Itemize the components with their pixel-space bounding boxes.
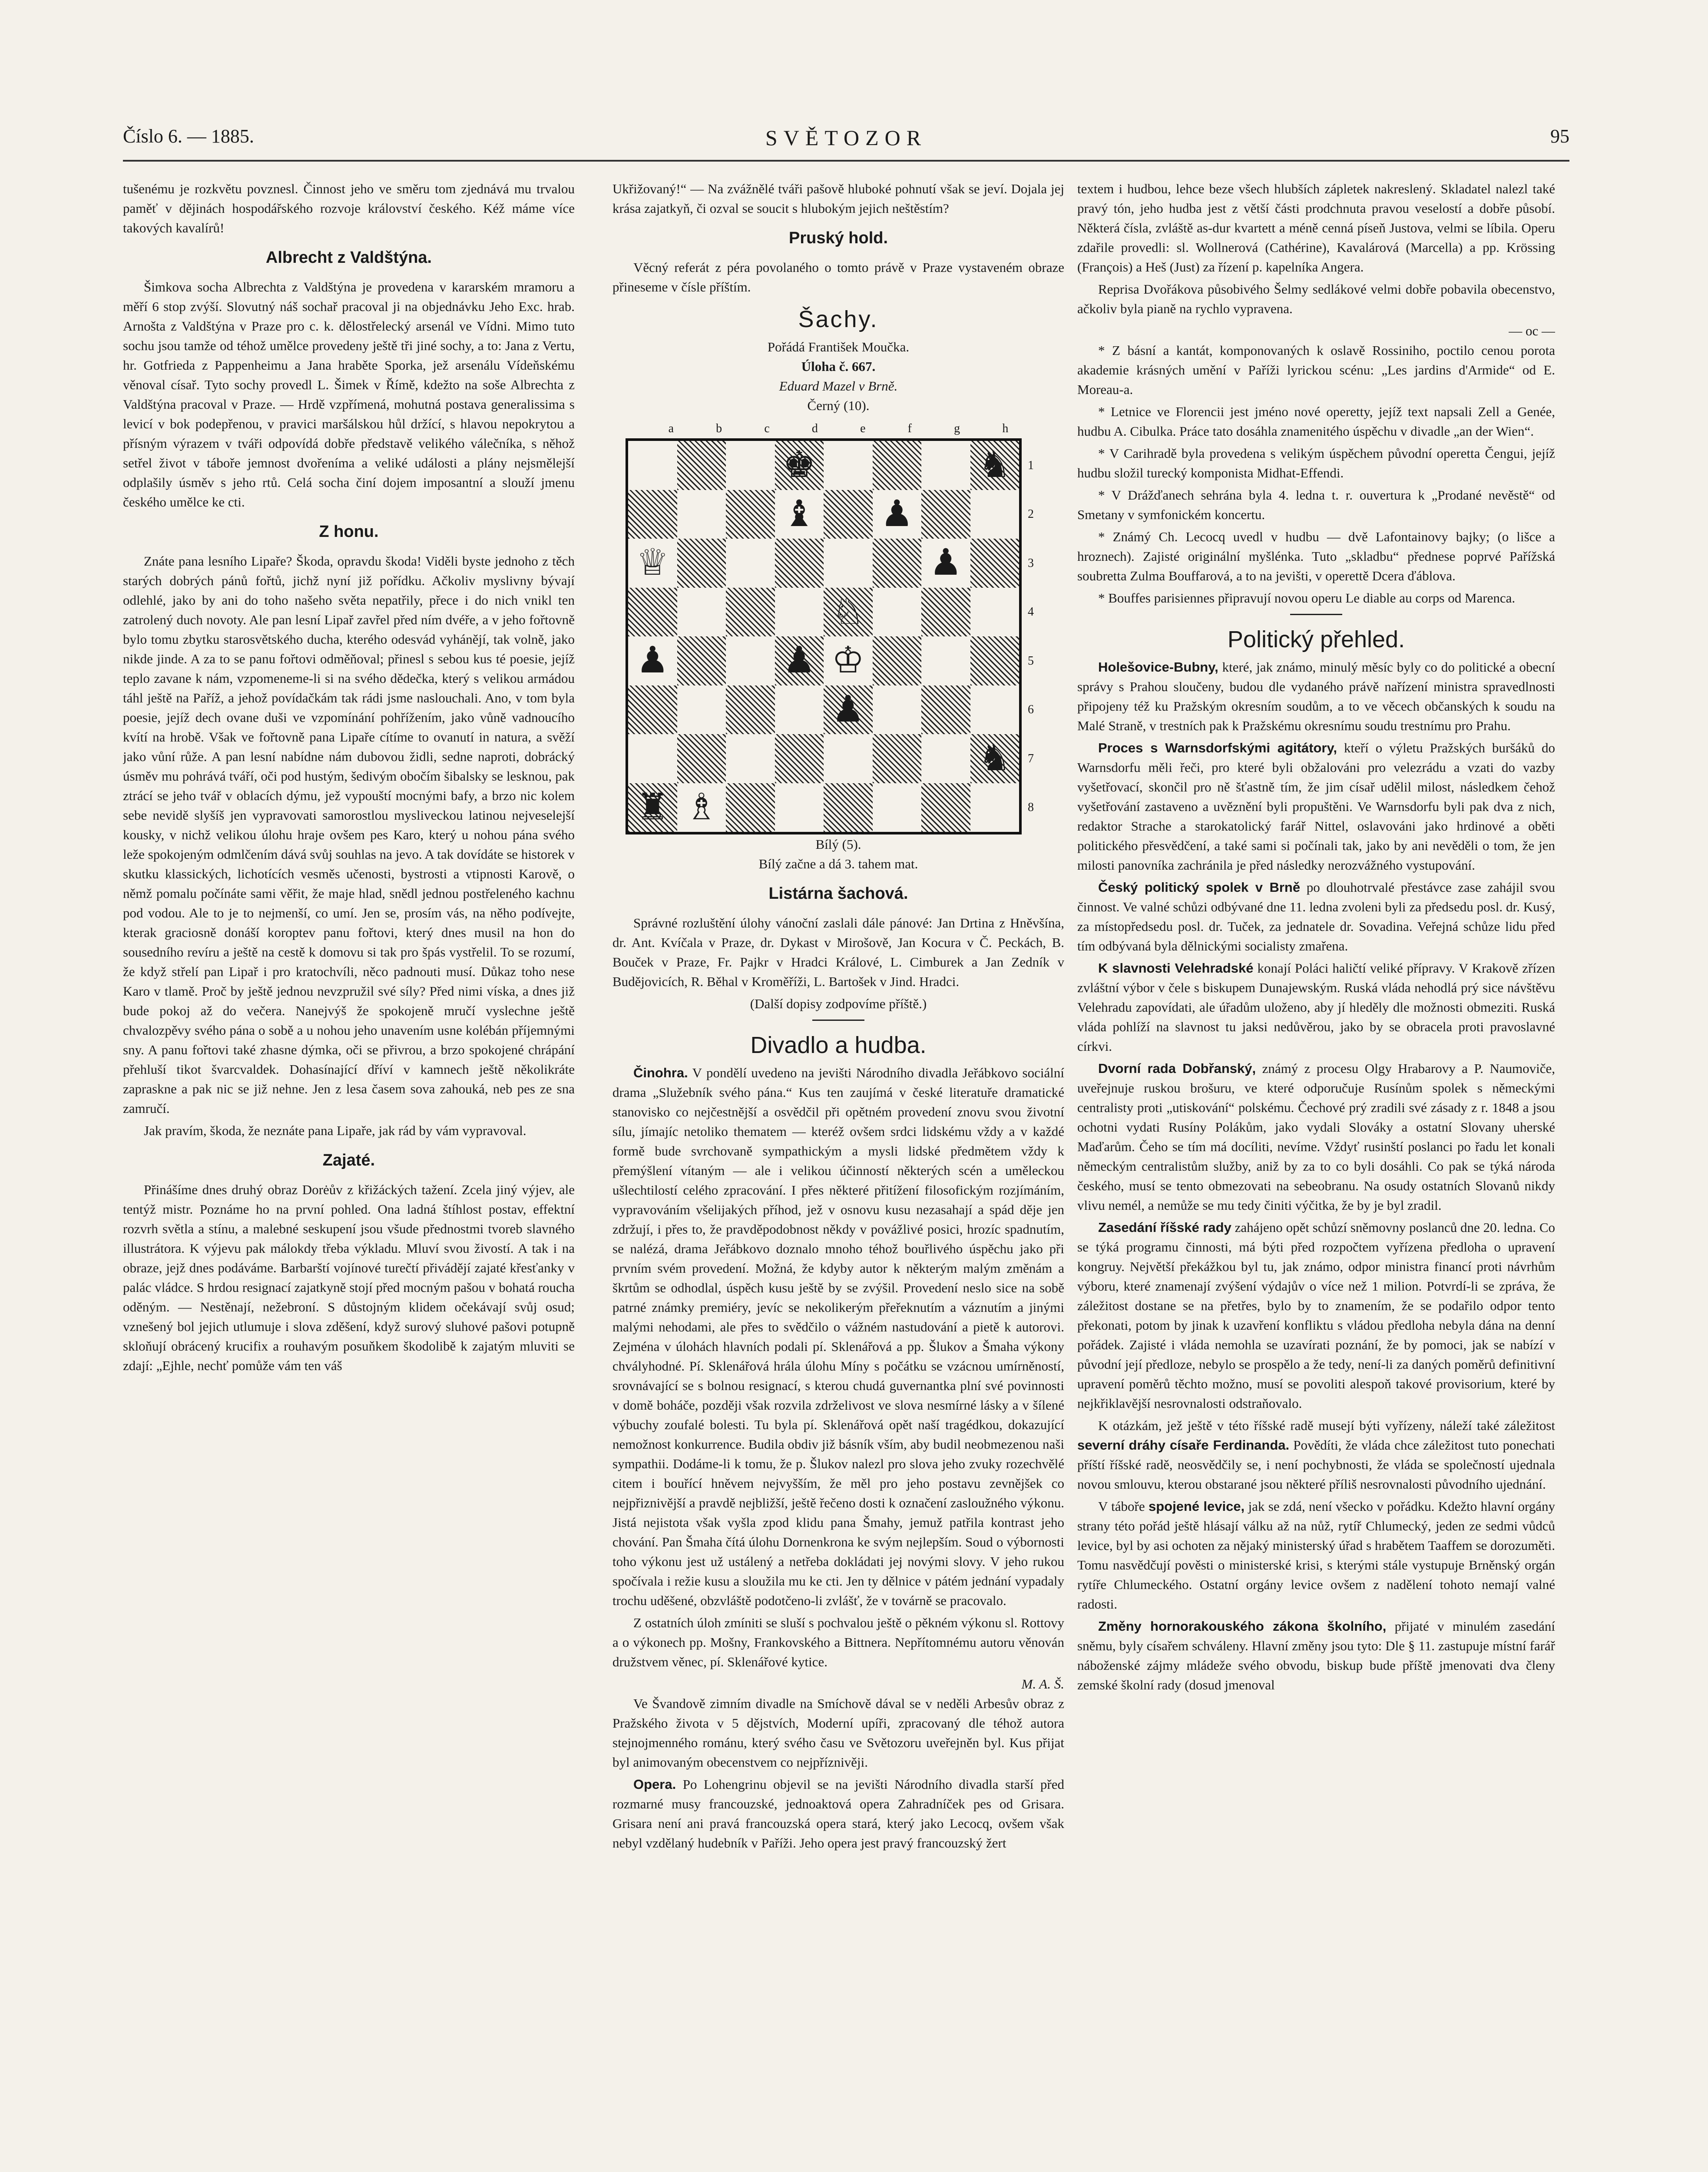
square-c5 — [726, 636, 775, 685]
news-drahy-intro: K otázkám, jež ještě v této říšské radě musejí býti vyřízeny, náleží také záležitost — [1098, 1418, 1555, 1433]
square-f1 — [873, 441, 922, 490]
square-a1 — [628, 441, 677, 490]
heading-prusky-hold: Pruský hold. — [788, 229, 888, 247]
column-3 — [1077, 179, 1555, 2172]
file-label-c: c — [764, 422, 770, 435]
chess-board — [626, 438, 1022, 834]
heading-listarna: Listárna šachová. — [768, 884, 908, 903]
news-risska-rada: zahájeno opět schůzí sněmovny poslanců dne 20. ledna. Co se týká programu činnosti, má býti před rozpočtem vyřízena předloha o upravení kongruy. Největší překážkou byl tu, jak známo, odpor ministra financí proti návrhům výboru, které znamenají zvýšení výdajův o více než 1 milion. Potvrdí-li se zpráva, že záležitost dostane se na přetřes, bylo by to znamením, že se podařilo odpor tento překonati, potom by jinak k uzavření konfliktu s vládou předloha nebyla dána na denní pořádek. Zajisté i vláda nemohla se uzavírati poznání, že by pomoci, jak se nabízí v původní její předloze, nebylo se prospělo a že tedy, není-li za daných poměrů definitivní upravení poměrů těchto možno, musí se povoliti alespoň takové provisorium, které by nejkřiklavější nesrovnalosti odstraňovalo. — [1077, 1220, 1555, 1411]
square-d7 — [775, 734, 824, 783]
page-number: 95 — [1550, 126, 1569, 147]
chess-piece: ♗ — [685, 787, 718, 828]
lead-drahy: severní dráhy císaře Ferdinanda. — [1077, 1437, 1290, 1453]
news-drazdany: * V Drážďanech sehrána byla 4. ledna t. r. ouvertura k „Prodané nevěstě“ od Smetany v symfonickém koncertu. — [1077, 487, 1555, 522]
lead-risska-rada: Zasedání říšské rady — [1098, 1220, 1231, 1235]
square-f3 — [873, 539, 922, 588]
square-g4 — [921, 588, 970, 637]
rank-label-6: 6 — [1028, 703, 1034, 717]
square-b1 — [677, 441, 726, 490]
rank-label-5: 5 — [1028, 654, 1034, 668]
square-e6 — [824, 685, 873, 735]
file-label-g: g — [954, 422, 960, 435]
news-velehrad: konají Poláci haličtí veliké přípravy. V Krakově zřízen zvláštní výbor v čele s biskupem Dunajewským. Ruská vláda nehodlá prý sice návštěvu Velehradu zapovídati, ale úřadům uloženo, aby jí hleděly dle možnosti obmeziti. Ruská vláda pohlíží na slavnost tu jaksi nedůvěrou, jako by se obracela proti pravoslavné církvi. — [1077, 960, 1555, 1054]
square-g8 — [921, 783, 970, 832]
file-label-h: h — [1002, 422, 1009, 435]
square-a6 — [628, 685, 677, 735]
square-c7 — [726, 734, 775, 783]
news-skolni-zakon: přijaté v minulém zasedání sněmu, byly císařem schváleny. Hlavní změny jsou tyto: Dle § 11. zastupuje místní farář náboženské zájmy mládeže svého obvodu, biskup bude příště jmenovati dva členy zemské školní rady (dosud jmenoval — [1077, 1619, 1555, 1692]
column-2-intro: Ukřižovaný!“ — Na zvážnělé tváři pašově hluboké pohnutí však se jeví. Dojala jej krása zajatkyň, či ozval se soucit s hlubokým jejich neštěstím? — [612, 181, 1064, 216]
issue-number: Číslo 6. — 1885. — [123, 126, 254, 147]
square-c3 — [726, 539, 775, 588]
article-cinohra: V pondělí uvedeno na jevišti Národního divadla Jeřábkovo sociální drama „Služebník svého pána.“ Kus ten zaujímá v české literatuře dramatické stanovisko co nejčestnější a osvědčil při opětném provedení znovu svou životní sílu, jímajíc netoliko thematem — kteréž ovšem srdci lidskému vždy a v každé formě bude svrchovaně sympathickým a mysli lidské předmětem vždy k přemýšlení vítaným — ale i velikou účinností některých scén a uměleckou ušlechtilostí celého zpracování. I přes některé přitížení filosofickým rozjímáním, vypravováním všelijakých příhod, jež v osnovu kusu nezasahají a spád děje jen zdržují, i přes to, že pravděpodobnost někdy v povážlivé posici, hrozíc spadnutím, se nalézá, drama Jeřábkovo doznalo mnoho téhož bouřlivého úspěchu jako při prvním svém provedení. Možná, že kdyby autor k některým malým změnám a škrtům se odhodlal, úspěch kusu ještě by se zvýšil. Provedení neslo sice na sobě patrné známky premiéry, jevíc se nekolikerým přeřeknutím a váznutím a jinými malými nehodami, ale přes to svědčilo o vážném nastudování a pietě k autorovi. Zejména v úlohách hlavních podali pí. Sklenářová a pp. Šlukov a Šmaha výkony chvályhodné. Pí. Sklenářová hrála úlohu Míny s počátku se vzácnou umírněností, srovnávající se s bolnou resignací, s kterou chudá guvernantka plní své povinnosti v domě boháče, později však rozvila zdrželivost ve slova nesmírné lásky a v šílené výbuchy zoufalé bolesti. Tu byla pí. Sklenářová opět naší tragédkou, dokazující nemožnost konkurrence. Budila obdiv již básník vším, aby budil neobmezenou naši sympathii. Dodáme-li k tomu, že p. Šlukov nalezl pro slova jeho zvuky rozechvělé citem i bouřící hněvem nejvyšším, že měl pro jeho postavu zevnějšek co nejpřiznivější a pravdě nejbližší, ještě řečeno dosti k označení zasloužného výkonu. Jistá nejistota však vyšla zpod klidu pana Šmahy, jemuž patřila kontrast jeho chování. Pan Šmaha čítá úlohu Dornenkrona ke svým nejlepším. Soud o výbornosti toho výkonu jest už ustálený a netřeba dokládati jej novými slovy. V jeho rukou spočívala i režie kusu a sloužila mu ke cti. Jen ty dělnice v pátém jednání vypadaly trochu uděšené, obzvláště podotčeno-li zvlášť, že v továrně se pracovalo. — [612, 1065, 1064, 1608]
square-b7 — [677, 734, 726, 783]
chess-task: Bílý začne a dá 3. tahem mat. — [758, 856, 918, 871]
square-a8 — [628, 783, 677, 832]
square-a5 — [628, 636, 677, 685]
lead-proces: Proces s Warnsdorfskými agitátory, — [1098, 740, 1337, 755]
square-d8 — [775, 783, 824, 832]
lead-levice: spojené levice, — [1149, 1499, 1245, 1514]
article-zajate: Přinášíme dnes druhý obraz Dorėův z křižáckých tažení. Zcela jiný výjev, ale tentýž mistr. Poznáme ho na první pohled. Ona ladná štíhlost postav, effektní rozvrh světla a stínu, a malebné seskupení jsou všude přednostmi tvoreb slavného illustrátora. K výjevu pak málokdy třeba výkladu. Mluví svou živostí. A tak i na obraze, jejž dnes podáváme. Barbarští vojínové turečtí přivádějí zajaté křesťanky v palác vládce. S hrdou resignací zajatkyně stojí před mocným pašou v bohatá roucha oděným. — Nestěnají, nežebroní. S důstojným klidem očekávají svůj osud; vznešený bol jejich utlumuje i slova zděšení, když surový sluhové pašovi potupně skloňují obrácený krucifix a rouhavým posuňkem škodolibě k zajatým mluviti se zdají: „Ejhle, nechť pomůže vám ten váš — [123, 1182, 575, 1373]
square-g6 — [921, 685, 970, 735]
square-g3 — [921, 539, 970, 588]
square-h4 — [970, 588, 1020, 637]
news-drahy: Povědíti, že vláda chce záležitost tuto ponechati příští říšské radě, neosvědčily se, i není pochybnosti, že vláda se společností ujednala novou smlouvu, kterou obstarané jsou některé příliš nesrovnalosti původního ujednání. — [1077, 1437, 1555, 1492]
square-h7 — [970, 734, 1020, 783]
square-g5 — [921, 636, 970, 685]
file-label-f: f — [907, 422, 912, 435]
news-letnice: * Letnice ve Florencii jest jméno nové operetty, jejíž text napsali Zell a Genée, hudbu A. Cibulka. Práce tato dosáhla znamenitého úspěchu v divadle „an der Wien“. — [1077, 404, 1555, 439]
square-b4 — [677, 588, 726, 637]
square-d3 — [775, 539, 824, 588]
news-proces: kteří o výletu Pražských buršáků do Warnsdorfu měli řeči, pro které byli obžalováni pro velezrádu a vzati do vazby vyšetřovací, skončil pro ně šťastně tím, že jim císař udělil milost, následkem čehož vyšetřování zastaveno a uvěznění byli propuštěni. Ve Warnsdorfu byli pak dva z nich, redaktor Strache a starokatolický farář Nittel, oslavováni jako hrdinové a oběti politického přesvědčení, a také sami si počínali tak, jako by ani nevěděli o tom, že jen milosti panovníka zachránila je před následky nerozvážného vystupování. — [1077, 740, 1555, 873]
rank-label-4: 4 — [1028, 605, 1034, 619]
listarna-note: (Další dopisy zodpovíme příště.) — [750, 996, 927, 1011]
file-label-b: b — [716, 422, 722, 435]
news-spolek-brno: po dlouhotrvalé přestávce zase zahájil svou činnost. Ve valné schůzi odbývané dne 11. ledna zvoleni byli za předsedu posl. dr. Kusý, za místopředsedu posl. dr. Tuček, za jednatele dr. Sovadina. Veřejná schůze lidu před tím odbývaná byla dělnickými socialisty zmařena. — [1077, 880, 1555, 954]
square-a4 — [628, 588, 677, 637]
chess-piece: ♟ — [636, 640, 669, 681]
rank-label-8: 8 — [1028, 801, 1034, 814]
news-bouffes: * Bouffes parisiennes připravují novou operu Le diable au corps od Marenca. — [1098, 590, 1516, 606]
square-g7 — [921, 734, 970, 783]
signature-mas: M. A. Š. — [1021, 1676, 1064, 1692]
file-label-e: e — [860, 422, 866, 435]
square-a3 — [628, 539, 677, 588]
news-levice: jak se zdá, není všecko v pořádku. Kdežto hlavní orgány strany této pořád ještě hlásají válku až na nůž, rytíř Chlumecký, jeden ze sedmi vůdců levice, byl by asi ochoten za nějaký ministerský úřad s hrabětem Taaffem se dorozuměti. Tomu nasvědčují pověsti o ministerské krisi, s kterými stále vystupuje Brněnský orgán rytíře Chlumeckého. Ostatní orgány levice ovšem z nadělení tohoto nemají valné radosti. — [1077, 1499, 1555, 1612]
square-e4 — [824, 588, 873, 637]
square-e2 — [824, 490, 873, 539]
article-svandovo: Ve Švandově zimním divadle na Smíchově dával se v neděli Arbesův obraz z Pražského života v 5 dějstvích, Moderní upíři, zpracovaný dle téhož autora stejnojmenného románu, který svého času ve Světozoru uveřejněn byl. Kus přijat byl animovaným obecenstvem co nejpříznivěji. — [612, 1696, 1064, 1770]
masthead-title: SVĚTOZOR — [765, 126, 927, 150]
article-z-honu-end: Jak pravím, škoda, že neznáte pana Lipaře, jak rád by vám vypravoval. — [144, 1123, 526, 1138]
heading-albrecht: Albrecht z Valdštýna. — [265, 248, 432, 267]
lead-opera: Opera. — [633, 1777, 676, 1792]
signature-oc: — oc — — [1509, 323, 1555, 338]
square-b2 — [677, 490, 726, 539]
square-f7 — [873, 734, 922, 783]
file-label-a: a — [668, 422, 674, 435]
square-f8 — [873, 783, 922, 832]
article-opera: Po Lohengrinu objevil se na jevišti Národního divadla starší před rozmarné musy francouzské, jednoaktová opera Zahradníček pes od Grisara. Grisara není ani pravá francouzská opera stará, který jako Lecocq, ovšem však nebyl vzdělaný hudebník v Paříži. Jeho opera jest pravý francouzský žert — [612, 1777, 1064, 1851]
chess-diagram — [621, 419, 1056, 834]
heading-z-honu: Z honu. — [319, 523, 379, 541]
board-rank-labels — [1028, 441, 1034, 832]
news-rossini: * Z básní a kantát, komponovaných k oslavě Rossiniho, poctilo cenou porota akademie krásných umění v Paříži lyrickou scénu: „Les jardins d'Armide“ od E. Moreau-a. — [1077, 343, 1555, 397]
column-1 — [123, 179, 575, 2172]
square-a2 — [628, 490, 677, 539]
chess-piece: ♟ — [929, 543, 962, 583]
square-d1 — [775, 441, 824, 490]
lead-skolni-zakon: Změny hornorakouského zákona školního, — [1098, 1619, 1387, 1634]
square-e5 — [824, 636, 873, 685]
square-e8 — [824, 783, 873, 832]
square-b6 — [677, 685, 726, 735]
square-e3 — [824, 539, 873, 588]
square-h3 — [970, 539, 1020, 588]
file-label-d: d — [811, 422, 818, 435]
article-reprisa: Reprisa Dvořákova působivého Šelmy sedlákové velmi dobře pobavila obecenstvo, ačkoliv byla pianě na rychlo vypravena. — [1077, 281, 1555, 316]
article-prusky-hold: Věcný referát z péra povolaného o tomto právě v Praze vystaveném obraze přineseme v čísle příštím. — [612, 260, 1064, 295]
news-lecocq: * Známý Ch. Lecocq uvedl v hudbu — dvě Lafontainovy bajky; (o lišce a hroznech). Zajisté originální myšlénka. Tuto „skladbu“ přednese poprvé Pařížská soubretta Zulma Bouffarová, a to na jevišti, v operettě Dcera ďáblova. — [1077, 529, 1555, 583]
heading-zajate: Zajaté. — [322, 1151, 375, 1169]
lead-spolek-brno: Český politický spolek v Brně — [1098, 880, 1301, 895]
square-f2 — [873, 490, 922, 539]
article-albrecht: Šimkova socha Albrechta z Valdštýna je provedena v kararském mramoru a měří 6 stop zvýší. Slovutný náš sochař pracoval ji na objednávku Jeho Exc. hrab. Arnošta z Valdštýna v Praze pro c. k. dělostřelecký arsenál ve Vídni. Mimo tuto sochu jsou tamže od téhož umělce provedeny ještě tři jiné sochy, a to: Jana z Vertu, hr. Gotfrieda z Pappenheimu a Jana hraběte Sporka, jež arsenálu Vídeňskému věnoval císař. Tyto sochy provedl L. Šimek v Římě, kdežto na soše Albrechta z Valdštýna pracoval v Praze. — Hrdě vzpřímená, mohutná postava generalissima s levicí v bok podepřenou, v pravici maršálskou hůl držící, s hlavou nepokrytou a přísným výrazem v tváři odpovídá dobře představě velikého válečníka, s něhož setřel život v táboře jemnost dvořeníma a veliké události a plány nejsmělejší odplašily úsměv s jeho rtů. Celá socha činí dojem imposantní a slouží jmenu českého umělce ke cti. — [123, 279, 575, 510]
rank-label-3: 3 — [1028, 556, 1034, 570]
chess-author: Eduard Mazel v Brně. — [779, 378, 898, 394]
square-g2 — [921, 490, 970, 539]
chess-piece: ♟ — [783, 640, 816, 681]
square-d4 — [775, 588, 824, 637]
rank-label-1: 1 — [1028, 458, 1034, 472]
chess-black-count: Černý (10). — [807, 398, 870, 413]
square-h8 — [970, 783, 1020, 832]
article-z-honu: Znáte pana lesního Lipaře? Škoda, opravdu škoda! Viděli byste jednoho z těch starých dobrých pánů fořtů, jichž nyní již pořídku. Ačkoliv myslivny bývají odlehlé, jako by ani do toho našeho světa nepatřily, přece i do nich vnikl ten zatrolený duch novoty. Ale pan lesní Lipař zavřel před ním dvéře, a v jeho fořtovně bylo tomu zbytku starosvětského ducha, kterého odesvád vyhánějí, tak volně, jako nikde jinde. A za to se panu fořtovi odměňoval; přinesl s sebou kus té poesie, jejíž teplo zavane k nám, vzpomeneme-li si na svého dědečka, který s velikou armádou táhl ještě na Paříž, a jehož povídačkám tak rádi jsme naslouchali. Ano, v tom byla poesie, jejíž dech ovane duši ve vzpomínání pohřížením, jako vůně vadnoucího kvítí na hrobě. Však ve fořtovně pana Lipaře cítíme to ovanutí in natura, a svěží jako vůní růže. A pan lesní nabídne nám dubovou židli, sedne naproti, dobrácký úsměv mu pohrává tváří, oči pod hustým, šedivým obočím šibalsky se lesknou, pak ztrácí se jeho tvář v oblacích dýmu, jež vypouští mocnými bafy, a brzo nic kolem sebe nevidě slyšíš jen vypravovati samorostlou mysliveckou latinou nejveselejší kousky, v nichž velikou úlohu hraje ovšem pes Karo, který u nohou pána svého leže spokojeným odmlčením dává svůj souhlas na jevo. A tak dovídáte se historek v skutku klassických, lichotících vesměs učenosti, bystrosti a vtipnosti Karově, o němž pomalu počínáte sami věřit, že maje hlad, snědl jednou postřeleného kachnu pod vodou. Ale to je to nejmenší, co umí. Jen se, prosím vás, na něho podívejte, kterak graciosně donáší koroptev panu fořtovi, který dnes musil na hon do sousedního revíru a ještě na cestě k domovu si tak pro špás vystřelil. To se rozumí, že když střelí pan Lipař i pro kratochvíli, něco padnouti musí. Důkaz toho nese Karo v tlamě. Proč by ještě jednou nevzpružil své síly? Před nimi víska, a dnes již bude pokoj až do večera. Nanejvýš že spokojeně mručí vyslechne ještě chvalozpěvy svého pána o sobě a u nohou jeho unavením usne kolébán příjemnými sny. A panu fořtovi také zhasne dýmka, oči se přivrou, a brzo spokojené chrápání přehluší tikot švarcvaldek. Dohasínající dříví v kamnech ještě několikráte zapraskne a pak nic se již nehne. Jen z lesa časem sova zahouká, neb pes ze sna zamručí. — [123, 553, 575, 1116]
chess-problem-number: Úloha č. 667. — [801, 359, 876, 374]
square-f6 — [873, 685, 922, 735]
square-h1 — [970, 441, 1020, 490]
column-1-intro: tušenému je rozkvětu povznesl. Činnost jeho ve směru tom zjednává mu trvalou paměť v dějinách hospodářského rozvoje království českého. Kéž máme více takových kavalírů! — [123, 181, 575, 235]
square-d2 — [775, 490, 824, 539]
article-cinohra-2: Z ostatních úloh zmíniti se sluší s pochvalou ještě o pěkném výkonu sl. Rottovy a o výkonech pp. Mošny, Frankovského a Bittnera. Nepřítomnému autoru věnován družstvem věnec, pí. Sklenářové kytice. — [612, 1615, 1064, 1669]
rank-label-2: 2 — [1028, 507, 1034, 521]
heading-divadlo-hudba: Divadlo a hudba. — [750, 1032, 927, 1058]
square-b5 — [677, 636, 726, 685]
rank-label-7: 7 — [1028, 752, 1034, 765]
chess-white-count: Bílý (5). — [815, 837, 861, 852]
square-c4 — [726, 588, 775, 637]
chess-piece: ♔ — [831, 640, 864, 681]
header-rule — [123, 160, 1569, 162]
square-f4 — [873, 588, 922, 637]
chess-piece: ♞ — [978, 738, 1011, 779]
page-header — [123, 125, 1569, 151]
heading-politicky-prehled: Politický přehled. — [1227, 626, 1405, 652]
listarna-text: Správné rozluštění úlohy vánoční zaslali dále pánové: Jan Drtina z Hněvšína, dr. Ant. Kvíčala v Praze, dr. Dykast v Mirošově, Jan Kocura v Č. Peckách, B. Bouček v Praze, Fr. Pajkr v Hradci Králové, L. Cimburek a Jan Zedník v Budějovicích, R. Běhal v Kroměříži, L. Bartošek v Jind. Hradci. — [612, 915, 1064, 989]
square-d5 — [775, 636, 824, 685]
column-3-intro: textem i hudbou, lehce beze všech hlubších zápletek nakreslený. Skladatel nalezl také pravý tón, jeho hudba jest z větší části prodchnuta pravou veselostí a dobře působí. Některá čísla, zvláště as-dur kvartett a méně cenná píseň Justova, velmi se líbila. Operu zdařile provedli: sl. Wollnerová (Cathérine), Kavalárová (Marcella) a pp. Krössing (François) a Heš (Just) za řízení p. kapelníka Angera. — [1077, 181, 1555, 275]
chess-piece: ♟ — [880, 493, 914, 534]
chess-editor: Pořádá František Moučka. — [767, 339, 910, 354]
heading-sachy: Šachy. — [798, 306, 879, 332]
chess-piece: ♘ — [831, 591, 864, 632]
news-dobransky: známý z procesu Olgy Hrabarovy a P. Naumoviče, uveřejnuje ruskou brošuru, ve které odporučuje Rusínům spolek s německými centralisty proti „utiskování“ polskému. Čechové prý zradili své zásady z r. 1848 a jsou ochotni vydati Rusíny Polákům, jako vydali Slováky a ostatní Slovany uherské Maďarům. Čeho se tím má docíliti, nevíme. Vždyť rusinští poslanci po řadu let konali německým centralistům služby, aniž by za to co byli dosáhli. Co pak se týká národa českého, musí se tento obmezovati na sebeobranu. Na osudy ostatních Slovanů nikdy vlivu nemél, a nemůže se mu tedy činiti výčitka, že by je byl zradil. — [1077, 1061, 1555, 1213]
news-levice-intro: V táboře — [1098, 1499, 1145, 1514]
square-h6 — [970, 685, 1020, 735]
square-h5 — [970, 636, 1020, 685]
square-f5 — [873, 636, 922, 685]
lead-dobransky: Dvorní rada Dobřanský, — [1098, 1061, 1256, 1076]
ornament-divider-2 — [1290, 614, 1342, 615]
news-carihrad: * V Carihradě byla provedena s velikým úspěchem původní operetta Čengui, jejíž hudbu složil turecký komponista Midhat-Effendi. — [1077, 446, 1555, 480]
column-2 — [612, 179, 1064, 2172]
board-file-labels — [621, 419, 1056, 438]
square-h2 — [970, 490, 1020, 539]
square-a7 — [628, 734, 677, 783]
square-g1 — [921, 441, 970, 490]
lead-holesovice: Holešovice-Bubny, — [1098, 659, 1218, 675]
square-c2 — [726, 490, 775, 539]
square-c1 — [726, 441, 775, 490]
square-e1 — [824, 441, 873, 490]
chess-piece: ♝ — [783, 493, 816, 534]
chess-piece: ♜ — [636, 787, 669, 828]
square-e7 — [824, 734, 873, 783]
news-holesovice: které, jak známo, minulý měsíc byly co do politické a obecní správy s Prahou sloučeny, budou dle vydaného právě nařízení ministra spravedlnosti připojeny též ku Pražským okresním soudům, a to ve věcech občanských k soudu na Malé Straně, v trestních pak k Pražskému okresnímu soudu trestnímu pro Prahu. — [1077, 659, 1555, 733]
chess-piece: ♚ — [783, 445, 816, 486]
square-b8 — [677, 783, 726, 832]
chess-piece: ♞ — [978, 445, 1011, 486]
square-c6 — [726, 685, 775, 735]
lead-cinohra: Činohra. — [633, 1065, 688, 1080]
ornament-divider — [812, 1020, 864, 1021]
chess-piece: ♟ — [831, 689, 864, 730]
chess-piece: ♕ — [636, 543, 669, 583]
lead-velehrad: K slavnosti Velehradské — [1098, 960, 1254, 976]
square-c8 — [726, 783, 775, 832]
square-d6 — [775, 685, 824, 735]
square-b3 — [677, 539, 726, 588]
